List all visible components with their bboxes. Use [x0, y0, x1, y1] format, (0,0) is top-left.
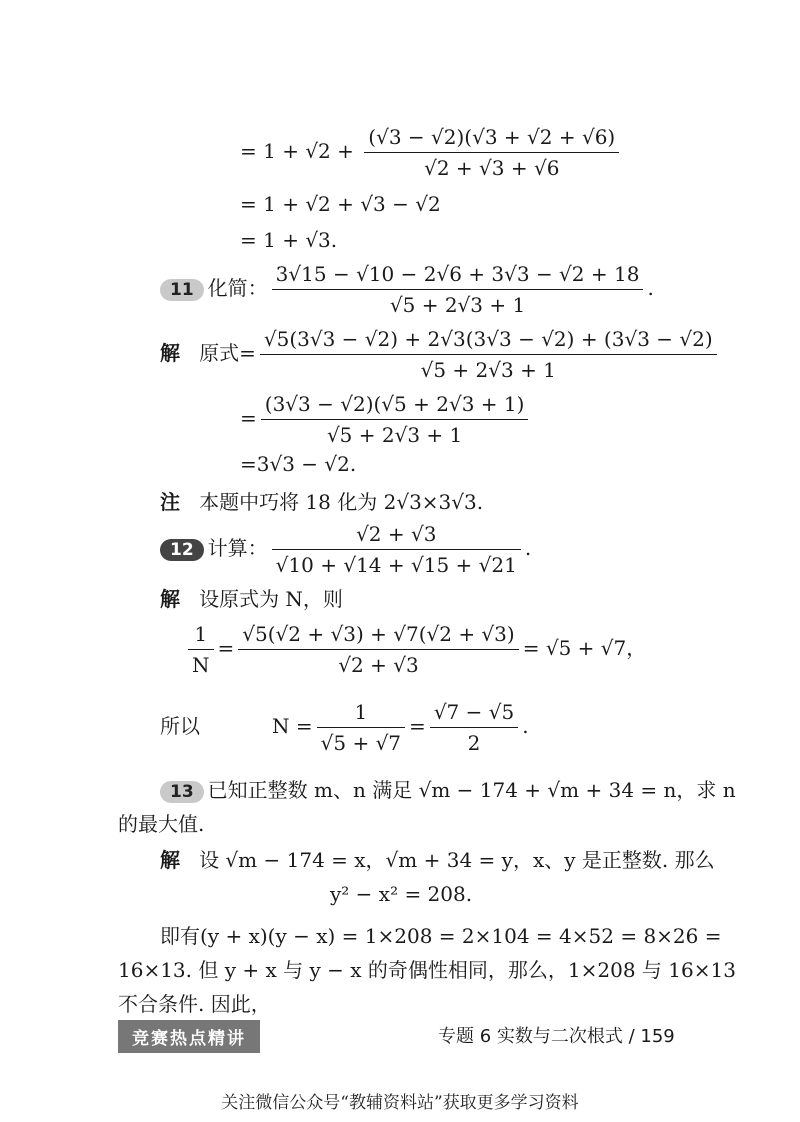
- one-over-n-denominator: N: [188, 649, 214, 677]
- solution-intro-text: 设原式为 N，则: [199, 587, 343, 611]
- problem-12-label: 计算：: [207, 536, 268, 560]
- problem-13-badge: 13: [160, 781, 204, 803]
- problem-12-badge: 12: [160, 539, 204, 561]
- problem-11-period: .: [647, 276, 654, 300]
- step-2-equals: =: [240, 406, 257, 430]
- problem-12-equation-2: [160, 700, 529, 755]
- one-over-n-numerator: 1: [194, 622, 208, 646]
- equation-2-denominator-1: √5 + √7: [317, 727, 405, 755]
- problem-12-period: .: [524, 536, 532, 560]
- watermark-text: 关注微信公众号“教辅资料站”获取更多学习资料: [221, 1093, 579, 1113]
- problem-11-solution-line-1: [160, 327, 721, 382]
- problem-11-badge: 11: [160, 279, 204, 301]
- prev-line-1-lead: = 1 + √2 +: [240, 139, 361, 163]
- prev-fraction-numerator: (√3 − √2)(√3 + √2 + √6): [368, 125, 616, 149]
- equation-1-numerator: √5(√2 + √3) + √7(√2 + √3): [242, 622, 515, 646]
- problem-13-statement-line-2: 的最大值.: [118, 812, 205, 836]
- problem-13-text-line-2: 16×13. 但 y + x 与 y − x 的奇偶性相同，那么，1×208 与 16×13: [118, 958, 736, 982]
- equation-2-fraction-1: [317, 700, 405, 755]
- equation-2-period: .: [522, 714, 529, 738]
- prev-line-2: = 1 + √2 + √3 − √2: [240, 192, 441, 216]
- problem-12-statement: [160, 522, 531, 577]
- section-tag: 竞赛热点精讲: [118, 1020, 260, 1053]
- step-1-numerator: √5(3√3 − √2) + 2√3(3√3 − √2) + (3√3 − √2): [263, 327, 713, 351]
- problem-11-denominator: √5 + 2√3 + 1: [272, 289, 644, 317]
- problem-11-solution-line-3: =3√3 − √2.: [240, 452, 357, 476]
- step-1-denominator: √5 + 2√3 + 1: [260, 354, 717, 382]
- problem-11-numerator: 3√15 − √10 − 2√6 + 3√3 − √2 + 18: [275, 262, 640, 286]
- note-label: 注: [160, 490, 180, 514]
- problem-13-statement-line-1: [160, 774, 736, 803]
- problem-12-numerator: √2 + √3: [356, 522, 437, 546]
- equation-1-equals: =: [217, 636, 235, 660]
- problem-11-step-1-fraction: [260, 327, 717, 382]
- equation-2-fraction-2: [430, 700, 518, 755]
- problem-11-step-2-fraction: [261, 392, 529, 447]
- step-2-denominator: √5 + 2√3 + 1: [261, 419, 529, 447]
- equation-1-denominator: √2 + √3: [238, 649, 518, 677]
- problem-11-fraction: [272, 262, 644, 317]
- prev-fraction: [364, 125, 619, 180]
- problem-11-solution-line-2: [240, 392, 532, 447]
- equation-2-numerator-1: 1: [354, 700, 368, 724]
- equation-2-equals: =: [409, 714, 426, 738]
- solution-original-label: 原式=: [199, 341, 256, 365]
- problem-13-equation: y² − x² = 208.: [330, 882, 473, 906]
- prev-fraction-denominator: √2 + √3 + √6: [364, 152, 619, 180]
- prev-line-1: [240, 125, 623, 180]
- page-footer-right: 专题 6 实数与二次根式 / 159: [438, 1026, 675, 1047]
- problem-12-denominator: √10 + √14 + √15 + √21: [272, 549, 521, 577]
- equation-1-fraction: [238, 622, 518, 677]
- one-over-n: [188, 622, 214, 677]
- problem-13-text-line-3: 不合条件. 因此，: [118, 992, 271, 1016]
- problem-11-label: 化简：: [207, 276, 268, 300]
- prev-line-3: = 1 + √3.: [240, 228, 338, 252]
- problem-13-statement-text: 已知正整数 m、n 满足 √m − 174 + √m + 34 = n，求 n: [207, 778, 736, 802]
- solution-label: 解: [160, 341, 180, 365]
- problem-11-statement: [160, 262, 654, 317]
- problem-13-text-line-1: 即有(y + x)(y − x) = 1×208 = 2×104 = 4×52 = 8×26 =: [160, 924, 722, 948]
- problem-12-equation-1: [184, 622, 646, 677]
- note-text: 本题中巧将 18 化为 2√3×3√3.: [199, 490, 484, 514]
- problem-12-solution-intro: [160, 583, 343, 612]
- problem-13-solution-line-1: [160, 844, 715, 873]
- equation-2-lead: N =: [272, 714, 313, 738]
- solution-label: 解: [160, 587, 180, 611]
- problem-12-fraction: [272, 522, 521, 577]
- equation-2-numerator-2: √7 − √5: [433, 700, 515, 724]
- so-label: 所以: [160, 714, 200, 738]
- equation-1-result: = √5 + √7，: [522, 636, 647, 660]
- problem-11-note: [160, 486, 483, 515]
- solution-label: 解: [160, 848, 180, 872]
- problem-13-solution-text: 设 √m − 174 = x，√m + 34 = y，x、y 是正整数. 那么: [199, 848, 715, 872]
- equation-2-denominator-2: 2: [430, 727, 518, 755]
- step-2-numerator: (3√3 − √2)(√5 + 2√3 + 1): [264, 392, 525, 416]
